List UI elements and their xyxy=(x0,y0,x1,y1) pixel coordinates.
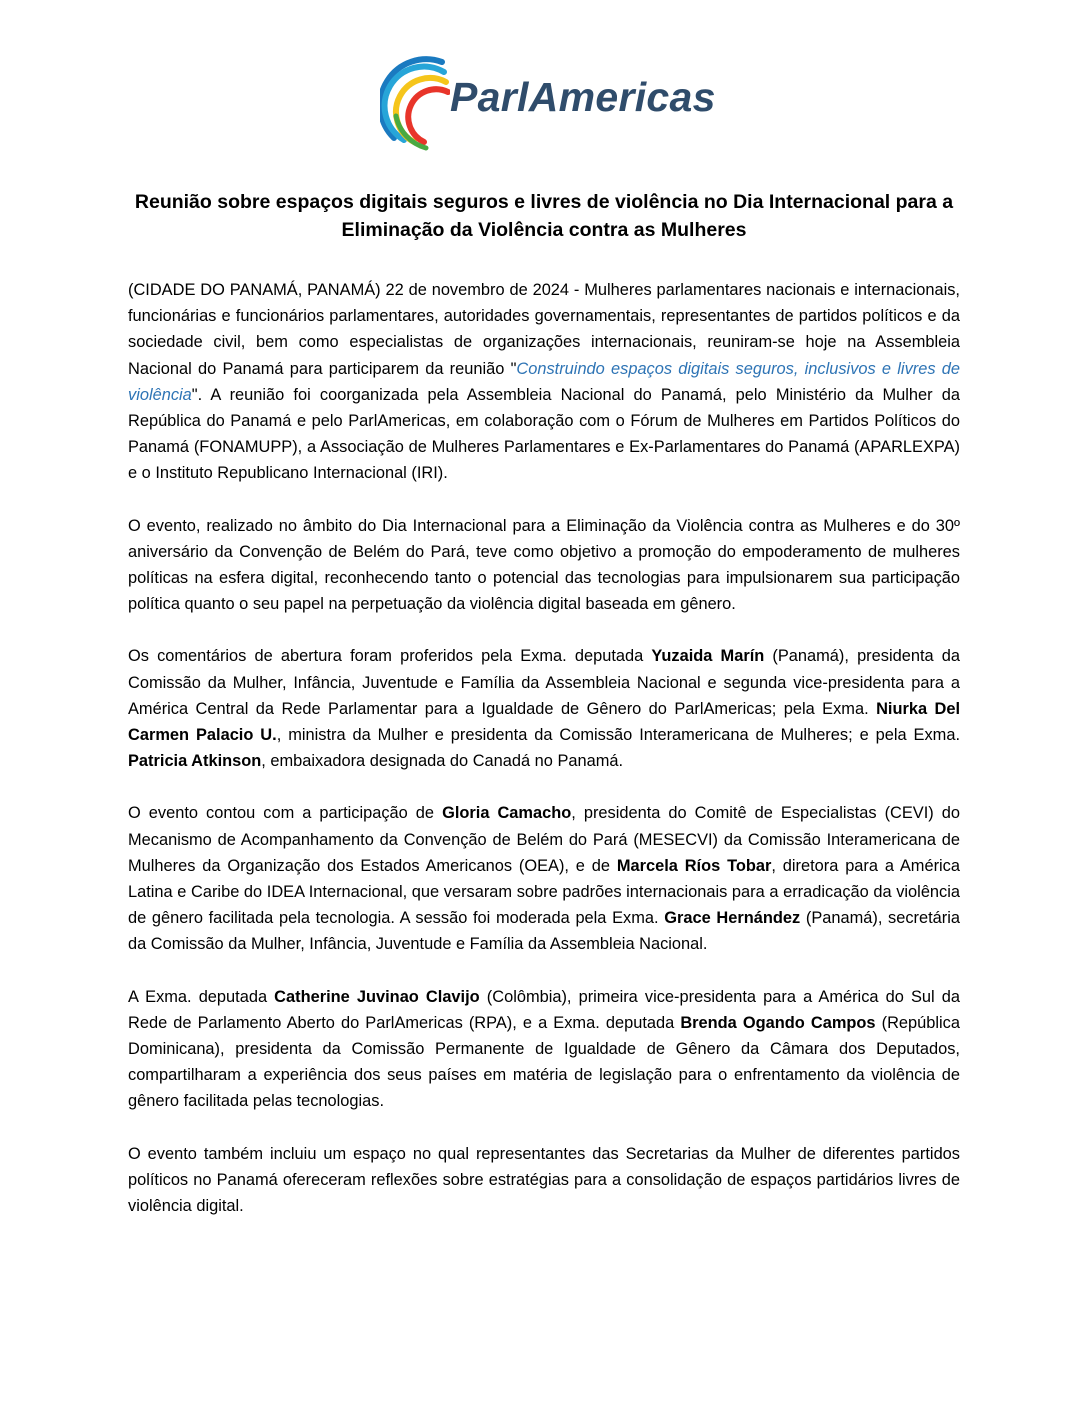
parlamericas-logo xyxy=(380,56,720,152)
paragraph-6: O evento também incluiu um espaço no qual representantes das Secretarias da Mulher de diferentes partidos políticos no Panamá ofereceram reflexões sobre estratégias para a consolidação de espaços partidários livres de violência digital. xyxy=(128,1144,960,1216)
paragraph-text: (Panamá), secretária da Comissão da Mulher, Infância, Juventude e Família da Assembleia Nacional. xyxy=(128,909,961,954)
paragraph-2: O evento, realizado no âmbito do Dia Internacional para a Eliminação da Violência contra as Mulheres e do 30º aniversário da Convenção de Belém do Pará, teve como objetivo a promoção do empoderamento de mulheres políticas na esfera digital, reconhecendo tanto o potencial das tecnologias para impulsionarem sua participação política quanto o seu papel na perpetuação da violência digital baseada em gênero. xyxy=(128,516,960,614)
person-name: Yuzaida Marín xyxy=(651,647,765,666)
paragraph-text: , embaixadora designada do Canadá no Panamá. xyxy=(261,752,624,771)
paragraph-text: ". A reunião foi coorganizada pela Assembleia Nacional do Panamá, pelo Ministério da Mulher da República do Panamá e pelo ParlAmericas, em colaboração com o Fórum de Mulheres em Partidos Políticos do Panamá (FONAMUPP), a Associação de Mulheres Parlamentares e Ex-Parlamentares do Panamá (APARLEXPA) e o Instituto Republicano Internacional (IRI). xyxy=(128,385,960,483)
logo-arcs-icon xyxy=(380,56,450,152)
paragraph-text: , ministra da Mulher e presidenta da Comissão Interamericana de Mulheres; e pela Exma. xyxy=(276,726,960,745)
person-name: Catherine Juvinao Clavijo xyxy=(274,987,480,1006)
paragraph-text: (Panamá), presidenta da Comissão da Mulher, Infância, Juventude e Família da Assembleia Nacional e segunda vice-presidenta para a América Central da Rede Parlamentar para a Igualdade de Gênero do ParlAmericas; pela Exma. xyxy=(128,647,960,718)
paragraph-1 xyxy=(128,277,960,487)
paragraph-text: (Colômbia), primeira vice-presidenta para a América do Sul da Rede de Parlamento Aberto do ParlAmericas (RPA), e a Exma. deputada xyxy=(128,987,960,1032)
paragraph-4 xyxy=(128,800,960,957)
paragraph-text: , diretora para a América Latina e Caribe do IDEA Internacional, que versaram sobre padrões internacionais para a erradicação da violência de gênero facilitada pela tecnologia. A sessão foi moderada pela Exma. xyxy=(128,856,960,928)
person-name: Marcela Ríos Tobar xyxy=(616,856,772,875)
paragraph-3 xyxy=(128,643,960,774)
person-name: Patricia Atkinson xyxy=(128,752,262,771)
paragraph-text: (CIDADE DO PANAMÁ, PANAMÁ) 22 de novembro de 2024 - Mulheres parlamentares nacionais e internacionais, funcionárias e funcionários parlamentares, autoridades governamentais, representantes de partidos políticos e da sociedade civil, bem como especialistas de organizações internacionais, reuniram-se hoje na Assembleia Nacional do Panamá para participarem da reunião " xyxy=(128,281,960,378)
paragraph-5 xyxy=(128,984,960,1115)
paragraph-text: , presidenta do Comitê de Especialistas (CEVI) do Mecanismo de Acompanhamento da Convenção de Belém do Pará (MESECVI) da Comissão Interamericana de Mulheres da Organização dos Estados Americanos (OEA), e de xyxy=(128,804,961,875)
paragraph-text: A Exma. deputada xyxy=(128,987,275,1006)
article-body xyxy=(128,277,960,1245)
paragraph-text: O evento contou com a participação de xyxy=(128,804,443,823)
logo-text: ParlAmericas xyxy=(450,74,716,120)
paragraph-text: Os comentários de abertura foram proferidos pela Exma. deputada xyxy=(128,647,652,666)
paragraph-text: (República Dominicana), presidenta da Comissão Permanente de Igualdade de Gênero da Câmara dos Deputados, compartilharam a experiência dos seus países em matéria de legislação para o enfrentamento da violência de gênero facilitada pelas tecnologias. xyxy=(128,1013,960,1111)
person-name: Grace Hernández xyxy=(664,909,801,928)
event-link[interactable]: Construindo espaços digitais seguros, inclusivos e livres de violência xyxy=(128,359,960,404)
person-name: Niurka Del Carmen Palacio U. xyxy=(128,699,961,745)
page-title: Reunião sobre espaços digitais seguros e livres de violência no Dia Internacional para a Eliminação da Violência contra as Mulheres xyxy=(134,191,954,241)
person-name: Gloria Camacho xyxy=(442,804,572,823)
person-name: Brenda Ogando Campos xyxy=(680,1013,876,1032)
